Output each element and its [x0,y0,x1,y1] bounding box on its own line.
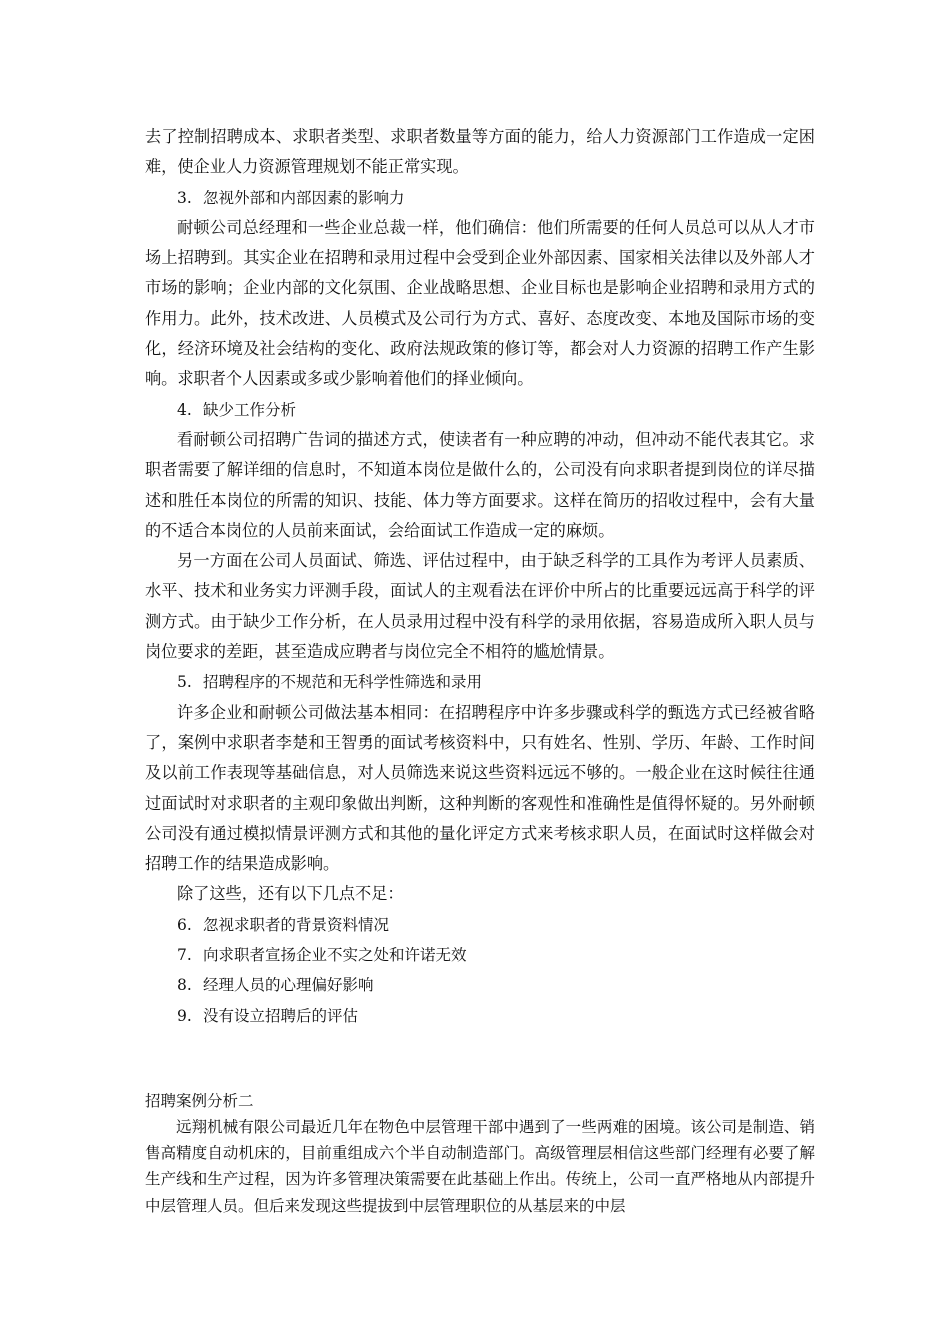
paragraph-procedure: 许多企业和耐顿公司做法基本相同：在招聘程序中许多步骤或科学的甄选方式已经被省略了，案例中求职者李楚和王智勇的面试考核资料中，只有姓名、性别、学历、年龄、工作时间及以前工作表现等基础信息，对人员筛选来说这些资料远远不够的。一般企业在这时候往往通过面试时对求职者的主观印象做出判断，这种判断的客观性和准确性是值得怀疑的。另外耐顿公司没有通过模拟情景评测方式和其他的量化评定方式来考核求职人员，在面试时这样做会对招聘工作的结果造成影响。 [145,702,815,874]
heading-number: 9. [177,1006,192,1025]
heading-9 [145,1001,815,1031]
heading-4 [145,395,815,425]
case-analysis-two [145,1088,815,1219]
heading-text: 忽视求职者的背景资料情况 [203,915,390,934]
paragraph-extra: 除了这些，还有以下几点不足： [177,884,404,904]
document-body [145,122,815,1031]
heading-number: 8. [177,976,192,995]
section-paragraph: 远翔机械有限公司最近几年在物色中层管理干部中遇到了一些两难的困境。该公司是制造、销售高精度自动机床的，目前重组成六个半自动制造部门。高级管理层相信这些部门经理有必要了解生产线和生产过程，因为许多管理决策需要在此基础上作出。传统上，公司一直严格地从内部提升中层管理人员。但后来发现这些提拔到中层管理职位的从基层来的中层 [145,1118,815,1215]
heading-8 [145,970,815,1000]
paragraph-job-analysis-a: 看耐顿公司招聘广告词的描述方式，使读者有一种应聘的冲动，但冲动不能代表其它。求职者需要了解详细的信息时，不知道本岗位是做什么的，公司没有向求职者提到岗位的详尽描述和胜任本岗位的所需的知识、技能、体力等方面要求。这样在简历的招收过程中，会有大量的不适合本岗位的人员前来面试，会给面试工作造成一定的麻烦。 [145,429,815,540]
heading-text: 经理人员的心理偏好影响 [203,976,374,995]
heading-text: 没有设立招聘后的评估 [203,1006,359,1025]
heading-7 [145,940,815,970]
heading-number: 6. [177,915,192,934]
heading-number: 7. [177,946,192,965]
section-title: 招聘案例分析二 [145,1092,254,1110]
heading-5 [145,667,815,697]
heading-number: 5. [177,673,192,692]
heading-number: 4. [177,400,192,419]
heading-number: 3. [177,188,192,207]
paragraph-intro: 去了控制招聘成本、求职者类型、求职者数量等方面的能力，给人力资源部门工作造成一定困难，使企业人力资源管理规划不能正常实现。 [145,127,815,177]
heading-text: 招聘程序的不规范和无科学性筛选和录用 [203,673,483,692]
heading-text: 忽视外部和内部因素的影响力 [203,188,405,207]
heading-3 [145,183,815,213]
paragraph-external-internal: 耐顿公司总经理和一些企业总裁一样，他们确信：他们所需要的任何人员总可以从人才市场上招聘到。其实企业在招聘和录用过程中会受到企业外部因素、国家相关法律以及外部人才市场的影响；企业内部的文化氛围、企业战略思想、企业目标也是影响企业招聘和录用方式的作用力。此外，技术改进、人员模式及公司行为方式、喜好、态度改变、本地及国际市场的变化，经济环境及社会结构的变化、政府法规政策的修订等，都会对人力资源的招聘工作产生影响。求职者个人因素或多或少影响着他们的择业倾向。 [145,217,815,389]
heading-6 [145,910,815,940]
paragraph-job-analysis-b: 另一方面在公司人员面试、筛选、评估过程中，由于缺乏科学的工具作为考评人员素质、水平、技术和业务实力评测手段，面试人的主观看法在评价中所占的比重要远远高于科学的评测方式。由于缺少工作分析，在人员录用过程中没有科学的录用依据，容易造成所入职人员与岗位要求的差距，甚至造成应聘者与岗位完全不相符的尴尬情景。 [145,551,815,662]
heading-text: 向求职者宣扬企业不实之处和许诺无效 [203,946,467,965]
heading-text: 缺少工作分析 [203,400,297,419]
